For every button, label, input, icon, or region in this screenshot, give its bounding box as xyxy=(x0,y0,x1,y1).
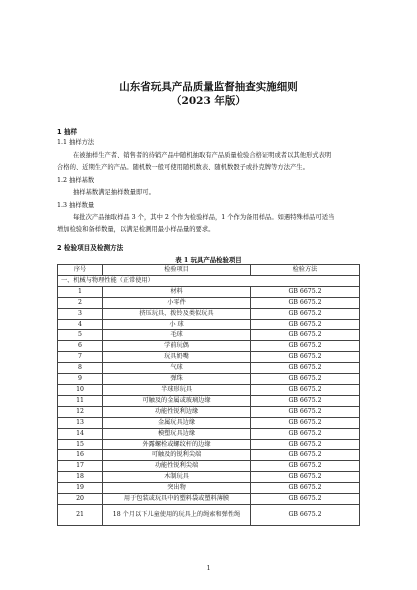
row-number: 15 xyxy=(58,439,103,450)
header-method: 检验方法 xyxy=(251,265,360,276)
row-item: 材料 xyxy=(103,286,251,297)
row-number: 14 xyxy=(58,428,103,439)
row-method: GB 6675.2 xyxy=(251,406,360,417)
row-item: 玩具奶嘴 xyxy=(103,352,251,363)
row-method: GB 6675.2 xyxy=(251,374,360,385)
table-row xyxy=(58,428,360,439)
section-1-heading: 1 抽样 xyxy=(57,128,78,136)
row-method: GB 6675.2 xyxy=(251,319,360,330)
row-number: 17 xyxy=(58,461,103,472)
header-serial: 序号 xyxy=(58,265,103,276)
row-method: GB 6675.2 xyxy=(251,417,360,428)
row-item: 突出物 xyxy=(103,483,251,494)
section-1-3-line-1: 每批次产品抽取样品 3 个，其中 2 个作为检验样品，1 个作为备用样品。如遇特殊样品可适当 xyxy=(73,214,335,221)
row-method: GB 6675.2 xyxy=(251,297,360,308)
row-method: GB 6675.2 xyxy=(251,352,360,363)
row-number: 2 xyxy=(58,297,103,308)
row-item: 功能性锐利尖端 xyxy=(103,461,251,472)
row-number: 3 xyxy=(58,308,103,319)
row-number: 11 xyxy=(58,395,103,406)
row-number: 5 xyxy=(58,330,103,341)
section-1-1-line-1: 在被抽样生产者、销售者的待销产品中随机抽取有产品质量检验合格证明或者以其他形式表明 xyxy=(73,152,332,159)
header-item: 检验项目 xyxy=(103,265,251,276)
row-item: 用于包装或玩具中的塑料袋或塑料薄膜 xyxy=(103,494,251,505)
row-method: GB 6675.2 xyxy=(251,308,360,319)
row-method: GB 6675.2 xyxy=(251,286,360,297)
document-subtitle: （2023 年版） xyxy=(171,95,246,107)
row-method: GB 6675.2 xyxy=(251,363,360,374)
section-1-3-line-2: 增加检验和备样数量，以满足检测用最小样品量的要求。 xyxy=(57,226,215,233)
table-row xyxy=(58,352,360,363)
row-item: 气球 xyxy=(103,363,251,374)
table-caption: 表 1 玩具产品检验项目 xyxy=(175,256,242,264)
row-item: 小零件 xyxy=(103,297,251,308)
row-number: 20 xyxy=(58,494,103,505)
table-row xyxy=(58,297,360,308)
row-number: 1 xyxy=(58,286,103,297)
page-number: 1 xyxy=(206,565,211,572)
row-method: GB 6675.2 xyxy=(251,428,360,439)
section-2-heading: 2 检验项目及检测方法 xyxy=(57,244,124,252)
table-header-row xyxy=(58,265,360,276)
table-row xyxy=(58,374,360,385)
section-1-1-line-2: 合格的、近期生产的产品。随机数一般可使用随机数表、随机数骰子或扑克牌等方法产生。 xyxy=(57,164,309,171)
row-number: 6 xyxy=(58,341,103,352)
table-row xyxy=(58,461,360,472)
row-item: 半球形玩具 xyxy=(103,384,251,395)
section-1-2-line-1: 抽样基数满足抽样数量即可。 xyxy=(73,189,155,196)
row-item: 挤压玩具、拨铃及类似玩具 xyxy=(103,308,251,319)
row-item: 外露螺栓或螺纹杆的边缘 xyxy=(103,439,251,450)
table-row xyxy=(58,472,360,483)
row-method: GB 6675.2 xyxy=(251,494,360,505)
table-row xyxy=(58,395,360,406)
row-method: GB 6675.2 xyxy=(251,395,360,406)
row-item: 毛球 xyxy=(103,330,251,341)
row-number: 21 xyxy=(58,504,103,525)
row-item: 木制玩具 xyxy=(103,472,251,483)
row-number: 16 xyxy=(58,450,103,461)
row-item: 弹珠 xyxy=(103,374,251,385)
table-row xyxy=(58,286,360,297)
row-number: 7 xyxy=(58,352,103,363)
row-number: 12 xyxy=(58,406,103,417)
table-row xyxy=(58,363,360,374)
row-item: 可触及的锐利尖端 xyxy=(103,450,251,461)
row-method: GB 6675.2 xyxy=(251,450,360,461)
table-row xyxy=(58,450,360,461)
row-item: 小 球 xyxy=(103,319,251,330)
row-item: 18 个月以下儿童使用的玩具上的绳索和弹性绳 xyxy=(103,504,251,525)
table-section-row xyxy=(58,275,360,286)
table-row xyxy=(58,308,360,319)
row-method: GB 6675.2 xyxy=(251,384,360,395)
inspection-items-table xyxy=(57,264,360,526)
section-1-3-heading: 1.3 抽样数量 xyxy=(57,202,95,209)
row-method: GB 6675.2 xyxy=(251,504,360,525)
table-row xyxy=(58,504,360,525)
row-method: GB 6675.2 xyxy=(251,439,360,450)
row-number: 19 xyxy=(58,483,103,494)
document-title: 山东省玩具产品质量监督抽查实施细则 xyxy=(119,81,298,93)
row-method: GB 6675.2 xyxy=(251,341,360,352)
row-number: 10 xyxy=(58,384,103,395)
row-number: 9 xyxy=(58,374,103,385)
row-number: 18 xyxy=(58,472,103,483)
row-item: 学前玩偶 xyxy=(103,341,251,352)
row-item: 模塑玩具边缘 xyxy=(103,428,251,439)
section-1-1-heading: 1.1 抽样方法 xyxy=(57,139,95,146)
row-number: 13 xyxy=(58,417,103,428)
table-row xyxy=(58,417,360,428)
row-method: GB 6675.2 xyxy=(251,461,360,472)
table-row xyxy=(58,494,360,505)
section-row-label: 一、机械与物理性能（正常使用） xyxy=(58,275,360,286)
table-row xyxy=(58,384,360,395)
table-row xyxy=(58,319,360,330)
table-row xyxy=(58,341,360,352)
row-item: 金属玩具边缘 xyxy=(103,417,251,428)
table-row xyxy=(58,330,360,341)
row-method: GB 6675.2 xyxy=(251,472,360,483)
row-method: GB 6675.2 xyxy=(251,330,360,341)
row-number: 4 xyxy=(58,319,103,330)
row-method: GB 6675.2 xyxy=(251,483,360,494)
row-item: 功能性锐利边缘 xyxy=(103,406,251,417)
section-1-2-heading: 1.2 抽样基数 xyxy=(57,177,95,184)
table-row xyxy=(58,483,360,494)
row-number: 8 xyxy=(58,363,103,374)
table-row xyxy=(58,406,360,417)
table-row xyxy=(58,439,360,450)
row-item: 可触及的金属或玻璃边缘 xyxy=(103,395,251,406)
